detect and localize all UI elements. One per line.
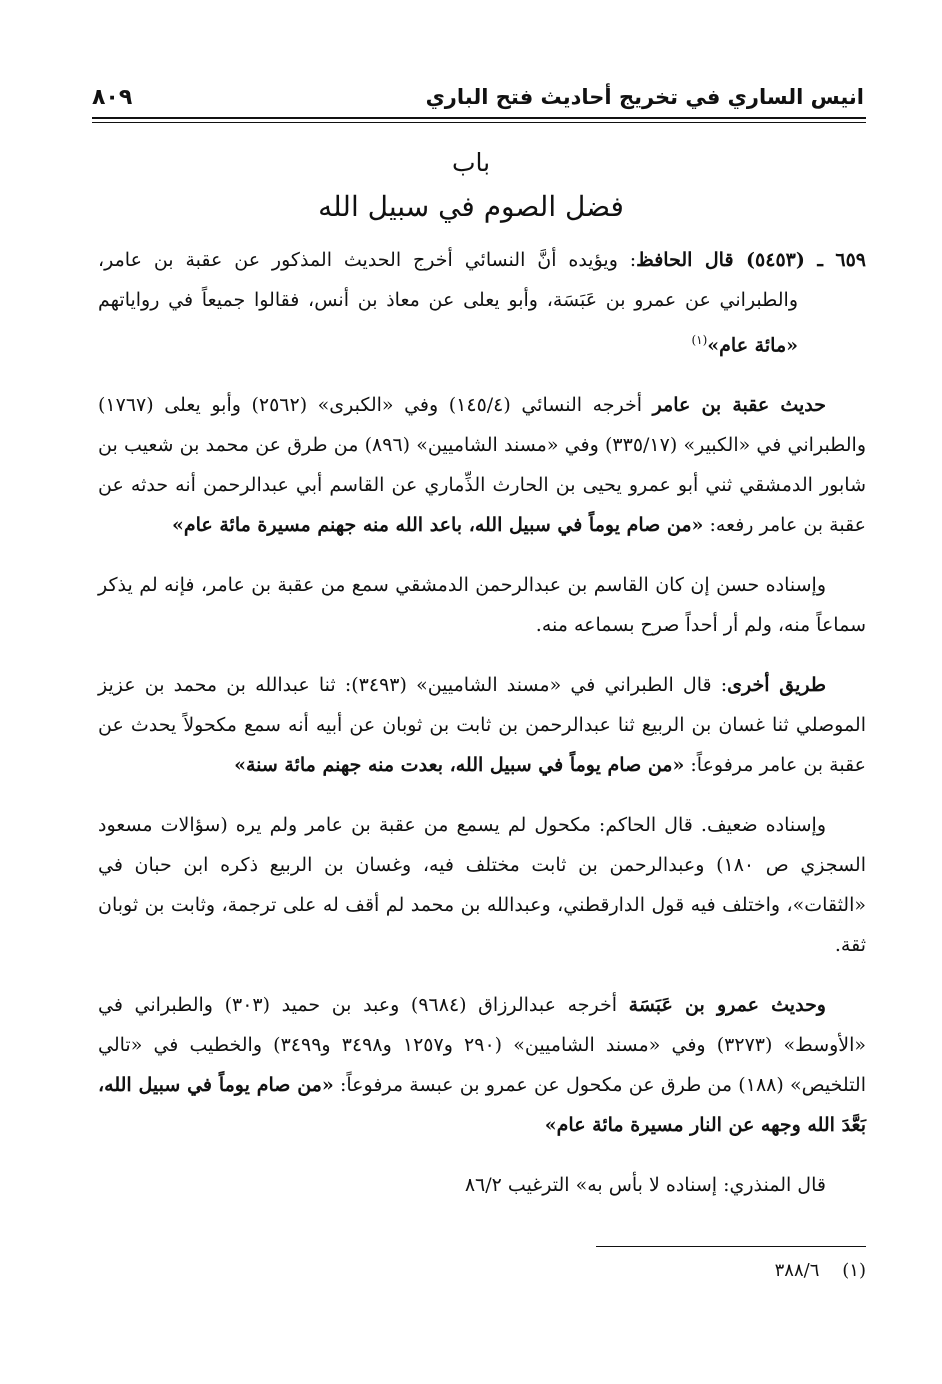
quote: «من صام يوماً في سبيل الله، بعدت منه جهنم مائة سنة»: [234, 754, 685, 777]
paragraph-mundhiri: [98, 1165, 866, 1205]
paragraph-amr-abasa: [98, 985, 866, 1145]
footnote-marker: (١): [842, 1260, 866, 1281]
quote: «من صام يوماً في سبيل الله، بَعَّدَ الله وجهه عن النار مسيرة مائة عام»: [98, 1074, 866, 1137]
paragraph-text: قال المنذري: إسناده لا بأس به» الترغيب ٨٦/٢: [464, 1174, 826, 1197]
page-header: [92, 80, 864, 114]
paragraph-text: أخرجه النسائي (١٤٥/٤) وفي «الكبرى» (٢٥٦٢) وأبو يعلى (١٧٦٧) والطبراني في «الكبير» (٣٣٥/١٧) وفي «مسند الشاميين» (٨٩٦) من طرق عن محمد بن شعيب بن شابور الدمشقي ثني أبو عمرو يحيى بن الحارث الذِّماري عن القاسم أبي عبدالرحمن أنه حدثه عن عقبة بن عامر رفعه:: [98, 394, 867, 537]
running-title: انيس الساري في تخريج أحاديث فتح الباري: [425, 85, 864, 109]
footnote-ref: (١): [691, 333, 708, 347]
paragraph-lead: وحديث عمرو بن عَبَسَة: [628, 994, 826, 1017]
chapter-label: باب: [451, 148, 491, 177]
paragraph-text: وإسناده حسن إن كان القاسم بن عبدالرحمن الدمشقي سمع من عقبة بن عامر، فإنه لم يذكر سماعاً منه، ولم أر أحداً صرح بسماعه منه.: [98, 574, 866, 637]
footnote-rule: [596, 1246, 866, 1247]
paragraph-text: : ويؤيده أنَّ النسائي أخرج الحديث المذكور عن عقبة بن عامر، والطبراني عن عمرو بن عَبَسَة، وأبو يعلى عن معاذ بن أنس، فقالوا جميعاً في رواياتهم: [98, 249, 798, 311]
quote: «مائة عام»: [707, 334, 798, 357]
hadith-number: ٦٥٩ ـ (٥٤٥٣) قال الحافظ: [636, 249, 866, 271]
paragraph-isnad-daif: [98, 805, 866, 965]
header-rule: [92, 117, 866, 119]
paragraph-text: وإسناده ضعيف. قال الحاكم: مكحول لم يسمع من عقبة بن عامر ولم يره (سؤالات مسعود السجزي ص ١٨٠) وعبدالرحمن بن ثابت مختلف فيه، وغسان بن الربيع ذكره ابن حبان في «الثقات»، واختلف فيه قول الدارقطني، وعبدالله بن محمد لم أقف له على ترجمة، وثابت بن ثوبان ثقة.: [98, 814, 867, 957]
footnote: [775, 1256, 866, 1286]
paragraph-isnad-hasan: [98, 565, 866, 645]
paragraph-lead: حديث عقبة بن عامر: [652, 394, 826, 417]
header-rule-thin: [92, 122, 866, 123]
paragraph-hadith-659: [98, 240, 866, 365]
paragraph-lead: طريق أخرى: [727, 674, 826, 697]
paragraph-uqba: [98, 385, 866, 545]
body-text: [98, 240, 866, 1225]
footnote-text: ٣٨٨/٦: [774, 1260, 820, 1281]
paragraph-other-route: [98, 665, 866, 785]
page-number: ٨٠٩: [92, 84, 133, 110]
paragraph-text: أخرجه عبدالرزاق (٩٦٨٤) وعبد بن حميد (٣٠٣) والطبراني في «الأوسط» (٣٢٧٣) وفي «مسند الشاميين» (٢٩٠ و١٢٥٧ و٣٤٩٨ و٣٤٩٩) والخطيب في «تالي التلخيص» (١٨٨) من طرق عن مكحول عن عمرو بن عبسة مرفوعاً:: [98, 994, 867, 1097]
paragraph-text: : قال الطبراني في «مسند الشاميين» (٣٤٩٣): ثنا عبدالله بن محمد بن عزيز الموصلي ثنا غسان بن الربيع ثنا عبدالرحمن بن ثابت بن ثوبان عن أبيه أنه سمع مكحولاً يحدث عن عقبة بن عامر مرفوعاً:: [98, 674, 866, 777]
chapter-title: فضل الصوم في سبيل الله: [318, 190, 624, 223]
quote: «من صام يوماً في سبيل الله، باعد الله منه جهنم مسيرة مائة عام»: [171, 514, 704, 537]
